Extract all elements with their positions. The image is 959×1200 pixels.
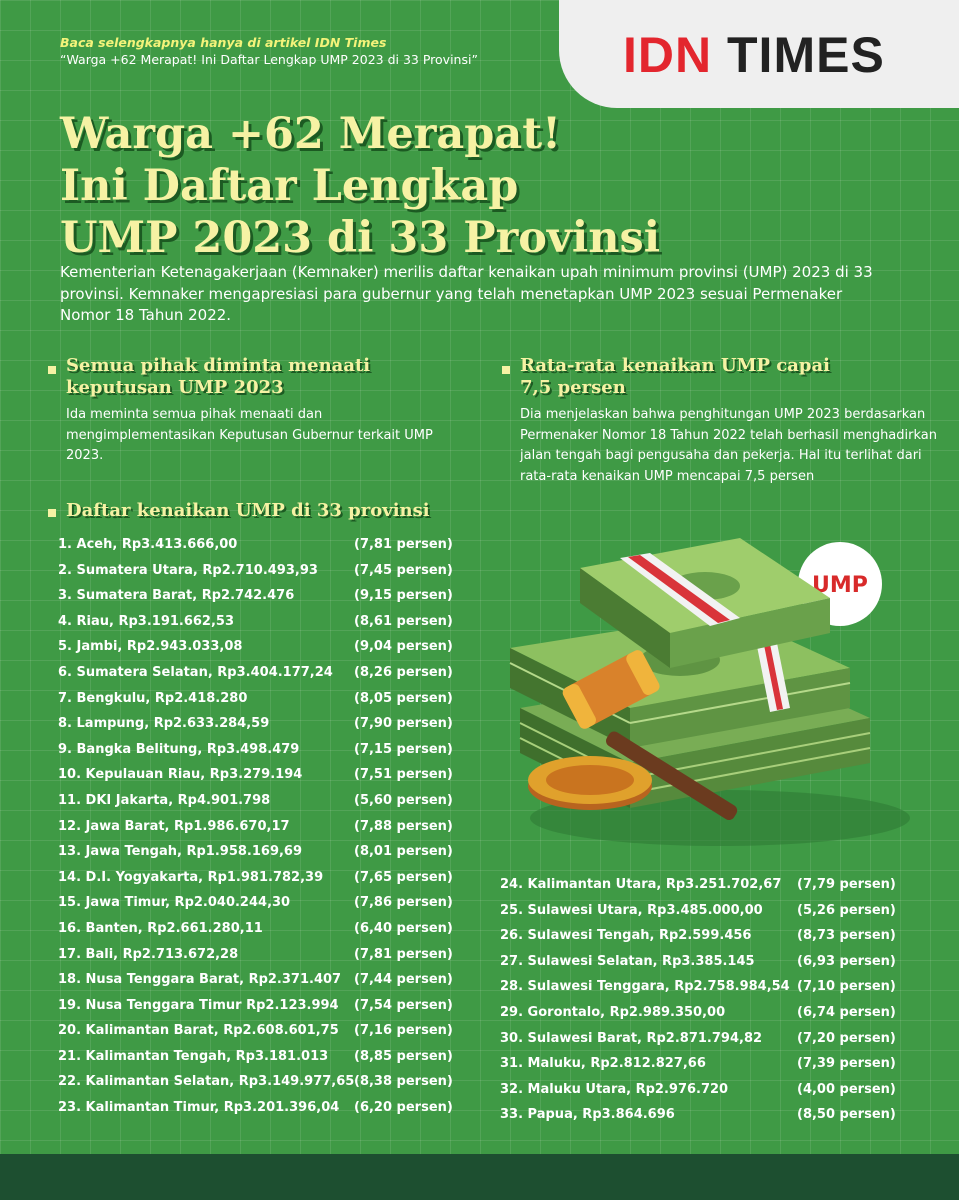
list-item	[500, 923, 940, 949]
list-item	[58, 788, 478, 814]
province-entry: 4. Riau, Rp3.191.662,53	[58, 613, 235, 629]
province-entry: 17. Bali, Rp2.713.672,28	[58, 946, 239, 962]
list-item	[500, 898, 940, 924]
increase-percent: (7,81 persen)	[354, 946, 453, 962]
province-entry: 16. Banten, Rp2.661.280,11	[58, 920, 263, 936]
increase-percent: (4,00 persen)	[797, 1081, 896, 1097]
increase-percent: (7,88 persen)	[354, 818, 453, 834]
list-item	[500, 1026, 940, 1052]
section-body-compliance: Ida meminta semua pihak menaati dan mengimplementasikan Keputusan Gubernur terkait UMP 2023.	[66, 407, 433, 463]
increase-percent: (8,61 persen)	[354, 613, 453, 629]
increase-percent: (8,26 persen)	[354, 664, 453, 680]
increase-percent: (6,93 persen)	[797, 953, 896, 969]
section-heading-average: Rata-rata kenaikan UMP capai 7,5 persen	[520, 355, 831, 398]
intro-paragraph: Kementerian Ketenagakerjaan (Kemnaker) merilis daftar kenaikan upah minimum provinsi (UMP) 2023 di 33 provinsi. Kemnaker mengapresiasi para gubernur yang telah menetapkan UMP 2023 sesuai Permenaker Nomor 18 Tahun 2022.	[60, 263, 873, 324]
logo-panel	[559, 0, 959, 108]
logo-times: TIMES	[727, 27, 885, 83]
list-item	[58, 1069, 478, 1095]
province-entry: 22. Kalimantan Selatan, Rp3.149.977,65	[58, 1074, 355, 1090]
list-item	[58, 967, 478, 993]
list-item	[58, 916, 478, 942]
list-item	[58, 660, 478, 686]
increase-percent: (7,90 persen)	[354, 716, 453, 732]
province-entry: 27. Sulawesi Selatan, Rp3.385.145	[500, 953, 755, 969]
list-item	[58, 711, 478, 737]
increase-percent: (5,26 persen)	[797, 902, 896, 918]
bullet-marker	[48, 366, 56, 374]
increase-percent: (9,04 persen)	[354, 639, 453, 655]
increase-percent: (6,74 persen)	[797, 1004, 896, 1020]
increase-percent: (7,20 persen)	[797, 1030, 896, 1046]
increase-percent: (8,85 persen)	[354, 1048, 453, 1064]
list-item	[58, 814, 478, 840]
list-item	[500, 1000, 940, 1026]
increase-percent: (7,86 persen)	[354, 895, 453, 911]
list-item	[58, 1044, 478, 1070]
list-item	[58, 839, 478, 865]
province-entry: 10. Kepulauan Riau, Rp3.279.194	[58, 767, 303, 783]
list-item	[58, 686, 478, 712]
province-entry: 14. D.I. Yogyakarta, Rp1.981.782,39	[58, 869, 324, 885]
list-item	[500, 974, 940, 1000]
source-note	[60, 34, 480, 68]
list-item	[58, 890, 478, 916]
section-heading-compliance: Semua pihak diminta menaati keputusan UMP 2023	[66, 355, 371, 398]
list-item	[58, 762, 478, 788]
province-entry: 5. Jambi, Rp2.943.033,08	[58, 639, 243, 655]
province-entry: 26. Sulawesi Tengah, Rp2.599.456	[500, 928, 752, 944]
province-entry: 23. Kalimantan Timur, Rp3.201.396,04	[58, 1100, 340, 1116]
province-entry: 6. Sumatera Selatan, Rp3.404.177,24	[58, 664, 333, 680]
list-item	[58, 558, 478, 584]
page-title	[60, 108, 700, 264]
increase-percent: (8,05 persen)	[354, 690, 453, 706]
list-item	[58, 532, 478, 558]
province-entry: 32. Maluku Utara, Rp2.976.720	[500, 1081, 729, 1097]
list-item	[58, 609, 478, 635]
list-item	[58, 583, 478, 609]
increase-percent: (7,16 persen)	[354, 1023, 453, 1039]
province-entry: 3. Sumatera Barat, Rp2.742.476	[58, 588, 295, 604]
province-entry: 1. Aceh, Rp3.413.666,00	[58, 537, 238, 552]
province-entry: 24. Kalimantan Utara, Rp3.251.702,67	[500, 877, 782, 892]
province-entry: 28. Sulawesi Tenggara, Rp2.758.984,54	[500, 979, 790, 995]
increase-percent: (7,51 persen)	[354, 767, 453, 783]
idn-times-logo	[623, 26, 885, 84]
province-entry: 12. Jawa Barat, Rp1.986.670,17	[58, 818, 290, 834]
increase-percent: (7,45 persen)	[354, 562, 453, 578]
increase-percent: (9,15 persen)	[354, 588, 453, 604]
section-heading-list: Daftar kenaikan UMP di 33 provinsi	[66, 500, 430, 521]
list-item	[500, 1051, 940, 1077]
section-body-average: Dia menjelaskan bahwa penghitungan UMP 2023 berdasarkan Permenaker Nomor 18 Tahun 2022 telah berhasil menghadirkan jalan tengah bagi pengusaha dan pekerja. Hal itu terlihat dari rata-rata kenaikan UMP mencapai 7,5 persen	[520, 407, 937, 484]
province-entry: 2. Sumatera Utara, Rp2.710.493,93	[58, 562, 318, 578]
province-entry: 18. Nusa Tenggara Barat, Rp2.371.407	[58, 972, 342, 988]
list-item	[58, 993, 478, 1019]
list-item	[58, 737, 478, 763]
increase-percent: (8,38 persen)	[354, 1074, 453, 1090]
province-entry: 30. Sulawesi Barat, Rp2.871.794,82	[500, 1030, 763, 1046]
money-gavel-illustration	[500, 518, 940, 868]
title-line-3: UMP 2023 di 33 Provinsi	[60, 213, 661, 263]
title-line-1: Warga +62 Merapat!	[60, 109, 561, 159]
province-entry: 9. Bangka Belitung, Rp3.498.479	[58, 741, 300, 757]
province-list-right	[500, 872, 940, 1128]
province-entry: 29. Gorontalo, Rp2.989.350,00	[500, 1004, 726, 1020]
source-line-2: “Warga +62 Merapat! Ini Daftar Lengkap UMP 2023 di 33 Provinsi”	[60, 52, 478, 67]
province-entry: 11. DKI Jakarta, Rp4.901.798	[58, 792, 271, 808]
list-item	[58, 1095, 478, 1121]
province-entry: 31. Maluku, Rp2.812.827,66	[500, 1056, 706, 1072]
province-entry: 25. Sulawesi Utara, Rp3.485.000,00	[500, 902, 763, 918]
list-item	[58, 942, 478, 968]
list-item	[58, 1018, 478, 1044]
list-item	[58, 865, 478, 891]
increase-percent: (7,79 persen)	[797, 877, 896, 892]
increase-percent: (8,50 persen)	[797, 1107, 896, 1123]
bubble-label: UMP	[812, 573, 868, 598]
province-list-left	[58, 532, 478, 1121]
list-item	[500, 949, 940, 975]
bullet-marker	[48, 509, 56, 517]
increase-percent: (6,20 persen)	[354, 1100, 453, 1116]
increase-percent: (7,65 persen)	[354, 869, 453, 885]
increase-percent: (7,81 persen)	[354, 537, 453, 552]
increase-percent: (6,40 persen)	[354, 920, 453, 936]
logo-idn: IDN	[623, 27, 713, 83]
increase-percent: (5,60 persen)	[354, 792, 453, 808]
title-line-2: Ini Daftar Lengkap	[60, 161, 519, 211]
list-item	[500, 1077, 940, 1103]
increase-percent: (7,39 persen)	[797, 1056, 896, 1072]
list-item	[500, 1102, 940, 1128]
increase-percent: (8,73 persen)	[797, 928, 896, 944]
source-line-1: Baca selengkapnya hanya di artikel IDN Times	[60, 35, 387, 50]
footer-band	[0, 1154, 959, 1200]
province-entry: 33. Papua, Rp3.864.696	[500, 1107, 675, 1123]
province-entry: 13. Jawa Tengah, Rp1.958.169,69	[58, 844, 303, 860]
increase-percent: (7,15 persen)	[354, 741, 453, 757]
province-entry: 20. Kalimantan Barat, Rp2.608.601,75	[58, 1023, 339, 1039]
increase-percent: (7,44 persen)	[354, 972, 453, 988]
increase-percent: (8,01 persen)	[354, 844, 453, 860]
list-item	[500, 872, 940, 898]
province-entry: 19. Nusa Tenggara Timur Rp2.123.994	[58, 997, 339, 1013]
bullet-marker	[502, 366, 510, 374]
province-entry: 8. Lampung, Rp2.633.284,59	[58, 716, 270, 732]
province-entry: 15. Jawa Timur, Rp2.040.244,30	[58, 895, 291, 911]
province-entry: 21. Kalimantan Tengah, Rp3.181.013	[58, 1048, 329, 1064]
increase-percent: (7,54 persen)	[354, 997, 453, 1013]
province-entry: 7. Bengkulu, Rp2.418.280	[58, 690, 248, 706]
list-item	[58, 634, 478, 660]
increase-percent: (7,10 persen)	[797, 979, 896, 995]
